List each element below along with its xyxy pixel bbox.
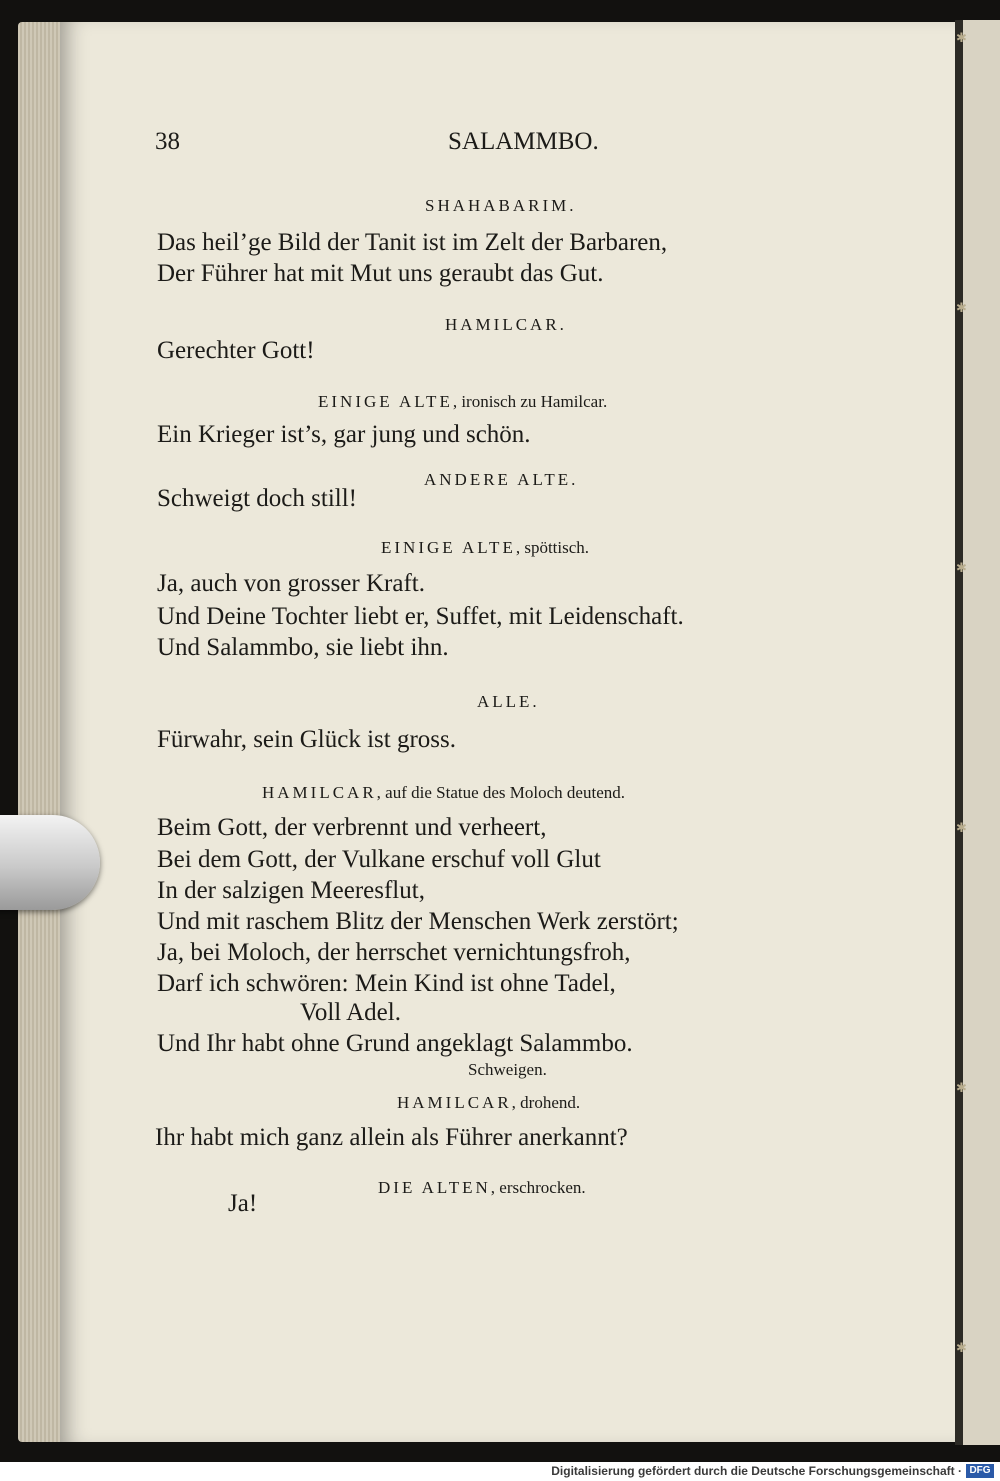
verse-line: Und mit raschem Blitz der Menschen Werk zerstört; <box>157 908 679 935</box>
binding-thread-icon: ✱ <box>956 30 967 45</box>
verse-line: Ein Krieger ist’s, gar jung und schön. <box>157 421 531 448</box>
binding-thread-icon: ✱ <box>956 300 967 315</box>
speaker-label: HAMILCAR, auf die Statue des Moloch deutend. <box>262 783 625 802</box>
verse-line: Und Deine Tochter liebt er, Suffet, mit Leidenschaft. <box>157 603 684 630</box>
running-title: SALAMMBO. <box>448 128 599 155</box>
facing-page-strip <box>963 20 1000 1445</box>
verse-line: Fürwahr, sein Glück ist gross. <box>157 726 456 753</box>
speaker-label: EINIGE ALTE, spöttisch. <box>381 538 590 557</box>
verse-line: Gerechter Gott! <box>157 337 315 364</box>
verse-line: Und Salammbo, sie liebt ihn. <box>157 634 449 661</box>
speaker-label: EINIGE ALTE, ironisch zu Hamilcar. <box>318 392 608 411</box>
book-gutter <box>955 20 963 1445</box>
binding-thread-icon: ✱ <box>956 560 967 575</box>
speaker-label: ALLE. <box>477 692 540 711</box>
speaker-label: DIE ALTEN, erschrocken. <box>378 1178 586 1197</box>
verse-line: Ja! <box>228 1190 258 1217</box>
speaker-label: HAMILCAR, drohend. <box>397 1093 581 1112</box>
speaker-label: ANDERE ALTE. <box>424 470 579 489</box>
verse-line: In der salzigen Meeresflut, <box>157 877 425 904</box>
verse-line: Darf ich schwören: Mein Kind ist ohne Tadel, <box>157 970 616 997</box>
verse-line: Voll Adel. <box>300 999 401 1026</box>
footer-credit: Digitalisierung gefördert durch die Deutsche Forschungsgemeinschaft · <box>551 1464 962 1478</box>
binding-thread-icon: ✱ <box>956 1340 967 1355</box>
dfg-logo-icon: DFG <box>966 1464 994 1478</box>
verse-line: Schweigt doch still! <box>157 485 357 512</box>
digitization-footer <box>0 1462 1000 1481</box>
speaker-label: HAMILCAR. <box>445 315 567 334</box>
verse-line: Beim Gott, der verbrennt und verheert, <box>157 814 547 841</box>
verse-line: Der Führer hat mit Mut uns geraubt das Gut. <box>157 260 604 287</box>
binding-thread-icon: ✱ <box>956 820 967 835</box>
verse-line: Ihr habt mich ganz allein als Führer anerkannt? <box>155 1124 628 1151</box>
page-number: 38 <box>155 128 180 155</box>
verse-line: Bei dem Gott, der Vulkane erschuf voll Glut <box>157 846 601 873</box>
verse-line: Ja, bei Moloch, der herrschet vernichtungsfroh, <box>157 939 631 966</box>
stage-direction: Schweigen. <box>468 1060 547 1079</box>
binding-thread-icon: ✱ <box>956 1080 967 1095</box>
page-clip <box>0 815 100 910</box>
speaker-label: SHAHABARIM. <box>425 196 577 215</box>
verse-line: Ja, auch von grosser Kraft. <box>157 570 425 597</box>
verse-line: Das heil’ge Bild der Tanit ist im Zelt der Barbaren, <box>157 229 668 256</box>
verse-line: Und Ihr habt ohne Grund angeklagt Salammbo. <box>157 1030 633 1057</box>
